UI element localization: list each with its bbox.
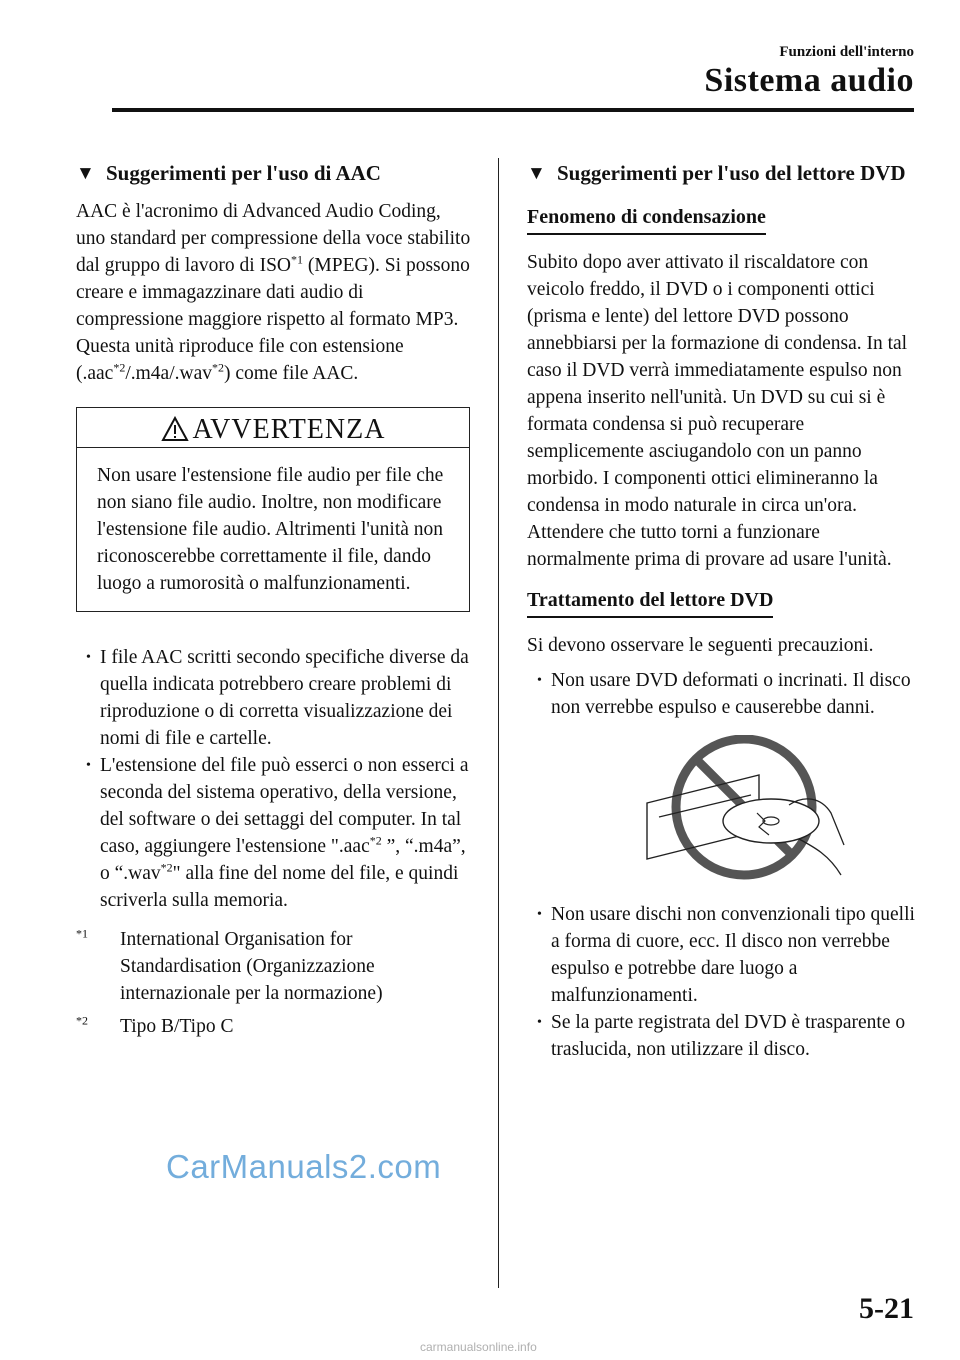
aac-intro-p2: Questa unità riproduce file con estensione (.aac$^{*2}$/.m4a/.wav$^{*2}$) come file AAC.	[76, 336, 404, 384]
list-item: • I file AAC scritti secondo specifiche diverse da quella indicata potrebbero creare problemi di riproduzione o di corretta visualizzazione dei nomi di file e cartelle.	[86, 647, 469, 749]
list-item: • Se la parte registrata del DVD è trasparente o traslucida, non utilizzare il disco.	[537, 1012, 906, 1060]
left-column	[76, 160, 472, 1040]
condensation-subheading: Fenomeno di condensazione	[527, 204, 766, 235]
triangle-icon: ▼	[527, 163, 546, 184]
header-section: Funzioni dell'interno	[779, 44, 914, 60]
aac-intro-p1: AAC è l'acronimo di Advanced Audio Coding, uno standard per compressione della voce stabilito dal gruppo di lavoro di ISO$^{*1}$ (MPEG). Si possono creare e immagazzinare dati audio di compressione maggiore rispetto al formato MP3.	[76, 201, 471, 330]
warning-title: AVVERTENZA	[77, 408, 469, 447]
warning-body: Non usare l'estensione file audio per file che non siano file audio. Inoltre, non modificare l'estensione file audio. Altrimenti l'unità non riconoscerebbe correttamente il file, dando luogo a rumorosità o malfunzionamenti.	[97, 465, 444, 594]
footnote-1: $^{*1}$ International Organisation for Standardisation (Organizzazione internazionale per la normazione)	[76, 926, 383, 1004]
aac-bullet-list	[76, 644, 472, 914]
no-damaged-disc-illustration	[639, 735, 849, 885]
header-rule	[112, 108, 914, 112]
page-number: 5-21	[859, 1292, 914, 1325]
dvd-bullet-list-1	[527, 667, 919, 721]
list-item: • Non usare DVD deformati o incrinati. Il disco non verrebbe espulso e causerebbe danni.	[537, 670, 911, 718]
footnote-2: $^{*2}$ Tipo B/Tipo C	[76, 1013, 234, 1037]
watermark-logo: CarManuals2.com	[166, 1148, 442, 1185]
column-divider	[498, 158, 499, 1288]
list-item: • Non usare dischi non convenzionali tipo quelli a forma di cuore, ecc. Il disco non verrebbe espulso e potrebbe dare luogo a malfunzionamenti.	[537, 904, 915, 1006]
list-item: • L'estensione del file può esserci o non esserci a seconda del sistema operativo, della versione, del software o dei settaggi del computer. In tal caso, aggiungere l'estensione ".aac$^{*2}$ ”, “.m4a”, o “.wav$^{*2}$" alla fine del nome del file, e quindi scriverla sulla memoria.	[86, 755, 469, 911]
dvd-heading: ▼ Suggerimenti per l'uso del lettore DVD	[527, 161, 906, 185]
right-column	[527, 160, 919, 1063]
handling-intro: Si devono osservare le seguenti precauzioni.	[527, 635, 874, 656]
disc	[723, 799, 819, 843]
handling-subheading: Trattamento del lettore DVD	[527, 587, 773, 618]
aac-heading: ▼ Suggerimenti per l'uso di AAC	[76, 161, 381, 185]
warning-triangle-icon	[161, 416, 189, 442]
triangle-icon: ▼	[76, 163, 95, 184]
header-title: Sistema audio	[704, 62, 914, 99]
footer-watermark: carmanualsonline.info	[420, 1340, 537, 1354]
dvd-bullet-list-2	[527, 901, 919, 1063]
warning-box	[76, 407, 470, 612]
condensation-text: Subito dopo aver attivato il riscaldatore con veicolo freddo, il DVD o i componenti ottici (prisma e lente) del lettore DVD possono annebbiarsi per la formazione di condensa. In tal caso il DVD verrà immediatamente espulso non appena inserito nell'unità. Un DVD su cui si è formata condensa si può recuperare semplicemente asciugandolo con un panno morbido. I componenti ottici elimineranno la condensa in modo naturale in circa un'ora. Attendere che tutto torni a funzionare normalmente prima di provare ad usare l'unità.	[527, 252, 908, 570]
